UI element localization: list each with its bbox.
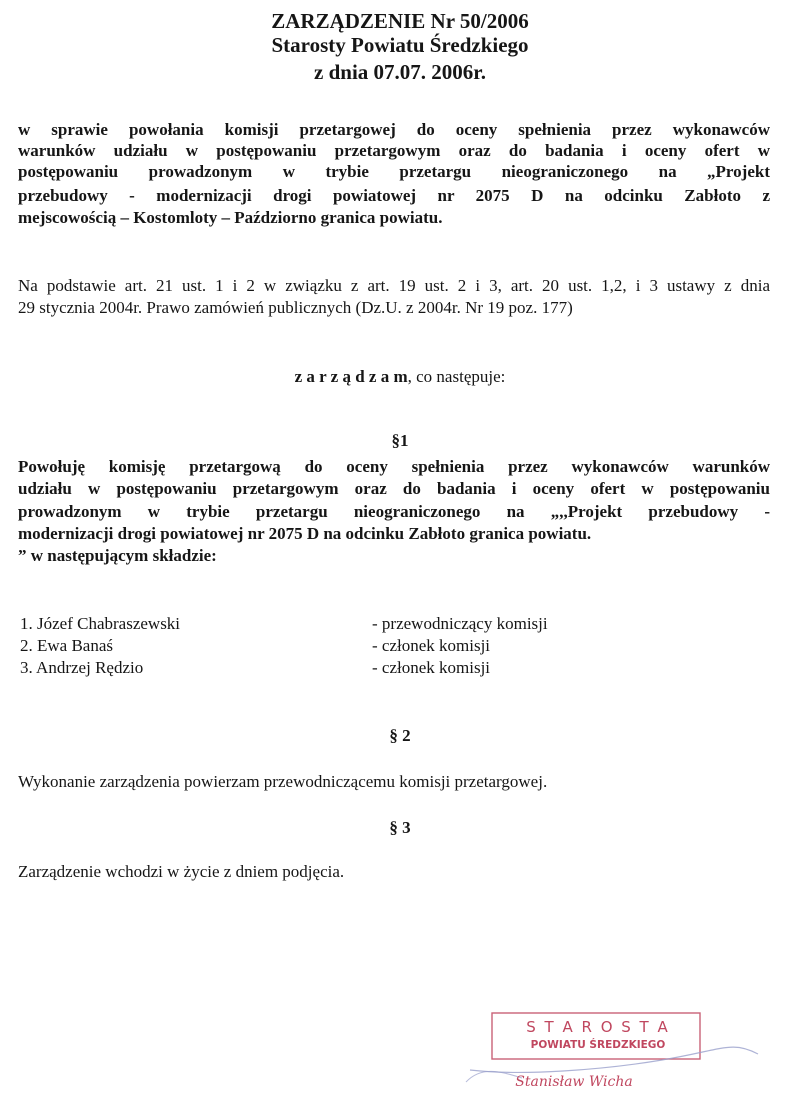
section-1-line: modernizacji drogi powiatowej nr 2075 D na odcinku Zabłoto granica powiatu. [18,524,592,543]
section-1-line: Powołuję komisję przetargową do oceny spełnienia przez wykonawców warunków [18,457,770,476]
subject-line: mejscowością – Kostomloty – Paździorno granica powiatu. [18,208,443,227]
subject-line: przebudowy - modernizacji drogi powiatowej nr 2075 D na odcinku Zabłoto z [18,186,770,205]
legal-basis-line: Na podstawie art. 21 ust. 1 i 2 w związku z art. 19 ust. 2 i 3, art. 20 ust. 1,2, i 3 ustawy z dnia [18,276,770,295]
decree-phrase [0,367,800,387]
stamp-line-1: S T A R O S T A [526,1018,670,1036]
stamp-line-2: POWIATU ŚREDZKIEGO [530,1039,666,1051]
member-name: 1. Józef Chabraszewski [20,614,181,633]
document-date: z dnia 07.07. 2006r. [314,60,486,84]
decree-spaced: z a r z ą d z a m [294,367,408,386]
section-1-line: prowadzonym w trybie przetargu nieograniczonego na „,,Projekt przebudowy - [18,502,770,521]
decree-rest: , co następuje: [407,367,506,386]
stamp-signature: Stanisław Wicha [515,1074,633,1090]
section-1-line: ” w następującym składzie: [18,546,217,565]
section-2-text: Wykonanie zarządzenia powierzam przewodniczącemu komisji przetargowej. [18,772,548,791]
section-2-heading: § 2 [389,726,411,745]
subject-line: postępowaniu prowadzonym w trybie przetargu nieograniczonego na „Projekt [18,162,770,181]
section-1-line: udziału w postępowaniu przetargowym oraz do badania i oceny ofert w postępowaniu [18,479,770,498]
section-1-heading: §1 [391,431,409,450]
section-3-text: Zarządzenie wchodzi w życie z dniem podjęcia. [18,862,345,881]
legal-basis-line: 29 stycznia 2004r. Prawo zamówień publicznych (Dz.U. z 2004r. Nr 19 poz. 177) [18,298,573,317]
member-role: - przewodniczący komisji [372,614,548,633]
member-role: - członek komisji [372,636,491,655]
document-issuer: Starosty Powiatu Średzkiego [271,33,529,57]
subject-line: w sprawie powołania komisji przetargowej do oceny spełnienia przez wykonawców [18,120,770,139]
subject-line: warunków udziału w postępowaniu przetargowym oraz do badania i oceny ofert w [18,141,770,160]
member-name: 2. Ewa Banaś [20,636,114,655]
section-3-heading: § 3 [389,818,411,837]
official-stamp [462,1010,762,1110]
document-title: ZARZĄDZENIE Nr 50/2006 [271,9,529,33]
member-role: - członek komisji [372,658,491,677]
member-name: 3. Andrzej Rędzio [20,658,144,677]
